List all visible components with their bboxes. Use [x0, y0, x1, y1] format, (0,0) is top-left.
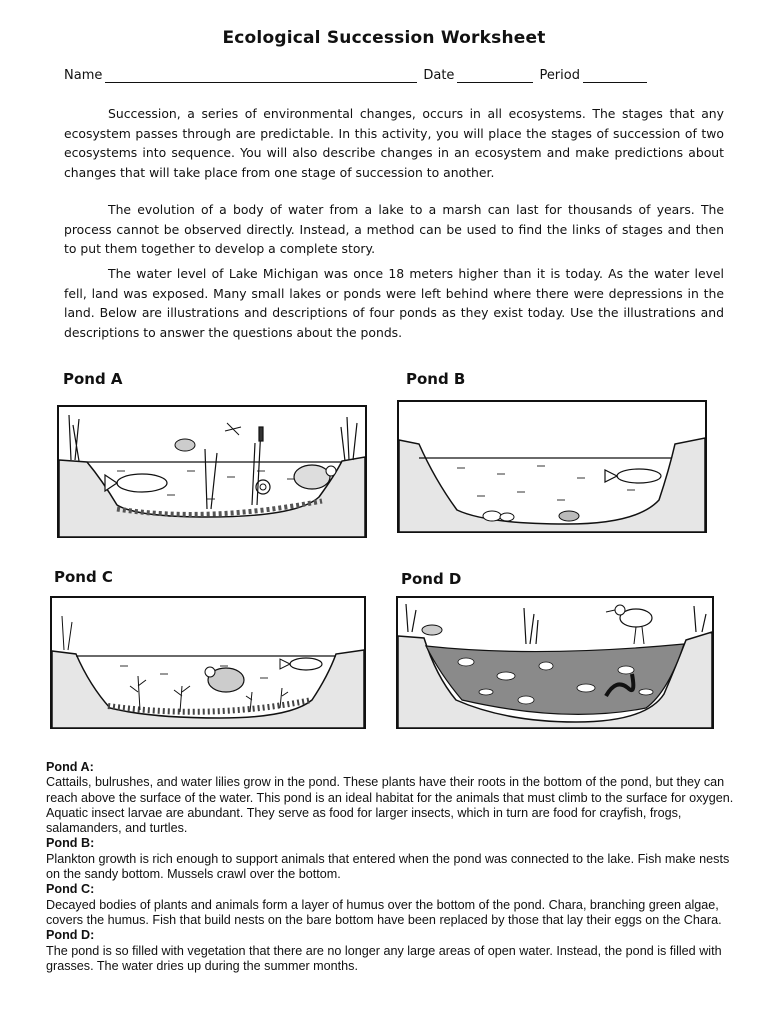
period-label: Period: [539, 68, 580, 83]
page-title: Ecological Succession Worksheet: [222, 28, 546, 48]
name-label: Name: [64, 68, 103, 83]
pond-c-label: Pond C: [54, 568, 113, 586]
intro-paragraph-1: Succession, a series of environmental changes, occurs in all ecosystems. The stages that any ecosystem passes through are predictable. In this activity, you will place the stages of succession of two ecosystems into sequence. You will also describe changes in an ecosystem and make predictions about changes that will take place from one stage of succession to another.: [64, 106, 724, 180]
pond-a-label: Pond A: [63, 370, 123, 388]
pond-b-heading: Pond B:: [46, 836, 95, 851]
frog-icon: [422, 625, 442, 635]
date-field[interactable]: [457, 70, 533, 83]
pond-d-label: Pond D: [401, 570, 462, 588]
pond-d-description: The pond is so filled with vegetation that there are no longer any large areas of open water. Instead, the pond is filled with grasses. The water dries up during the summer months.: [46, 943, 722, 973]
pond-d-heading: Pond D:: [46, 928, 95, 943]
pond-b-illustration: [397, 400, 707, 533]
pond-a-heading: Pond A:: [46, 760, 94, 774]
frog-icon: [175, 439, 195, 451]
intro-paragraph-2: The evolution of a body of water from a lake to a marsh can last for thousands of years. The process cannot be observed directly. Instead, a method can be used to find the links of stages and then to put them together to develop a complete story.: [64, 202, 724, 256]
pond-c-heading: Pond C:: [46, 882, 95, 897]
pond-a-illustration: [57, 405, 367, 538]
pond-a-description: Cattails, bulrushes, and water lilies grow in the pond. These plants have their roots in the bottom of the pond, but they can reach above the surface of the water. This pond is an ideal habitat for the animals that must climb to the surface for oxygen. Aquatic insect larvae are abundant. They serve as food for larger insects, which in turn are food for crayfish, frogs, salamanders, and turtles.: [46, 775, 734, 836]
student-info-line: [64, 68, 664, 83]
pond-b-description: Plankton growth is rich enough to support animals that entered when the pond was connected to the lake. Fish make nests on the sandy bottom. Mussels crawl over the bottom.: [46, 851, 730, 882]
period-field[interactable]: [583, 70, 647, 83]
date-label: Date: [423, 68, 455, 83]
pond-d-illustration: [396, 596, 714, 729]
name-field[interactable]: [105, 70, 417, 83]
intro-paragraph-3: The water level of Lake Michigan was once 18 meters higher than it is today. As the water level fell, land was exposed. Many small lakes or ponds were left behind where there were depressions in the land. Below are illustrations and descriptions of four ponds as they exist today. Use the illustrations and descriptions to answer the questions about the ponds.: [64, 266, 724, 340]
pond-descriptions: [46, 760, 746, 974]
pond-c-illustration: [50, 596, 366, 729]
pond-b-label: Pond B: [406, 370, 466, 388]
pond-c-description: Decayed bodies of plants and animals form a layer of humus over the bottom of the pond. Chara, branching green algae, covers the humus. Fish that build nests on the bare bottom have been replaced by those that lay their eggs on the Chara.: [46, 897, 722, 927]
